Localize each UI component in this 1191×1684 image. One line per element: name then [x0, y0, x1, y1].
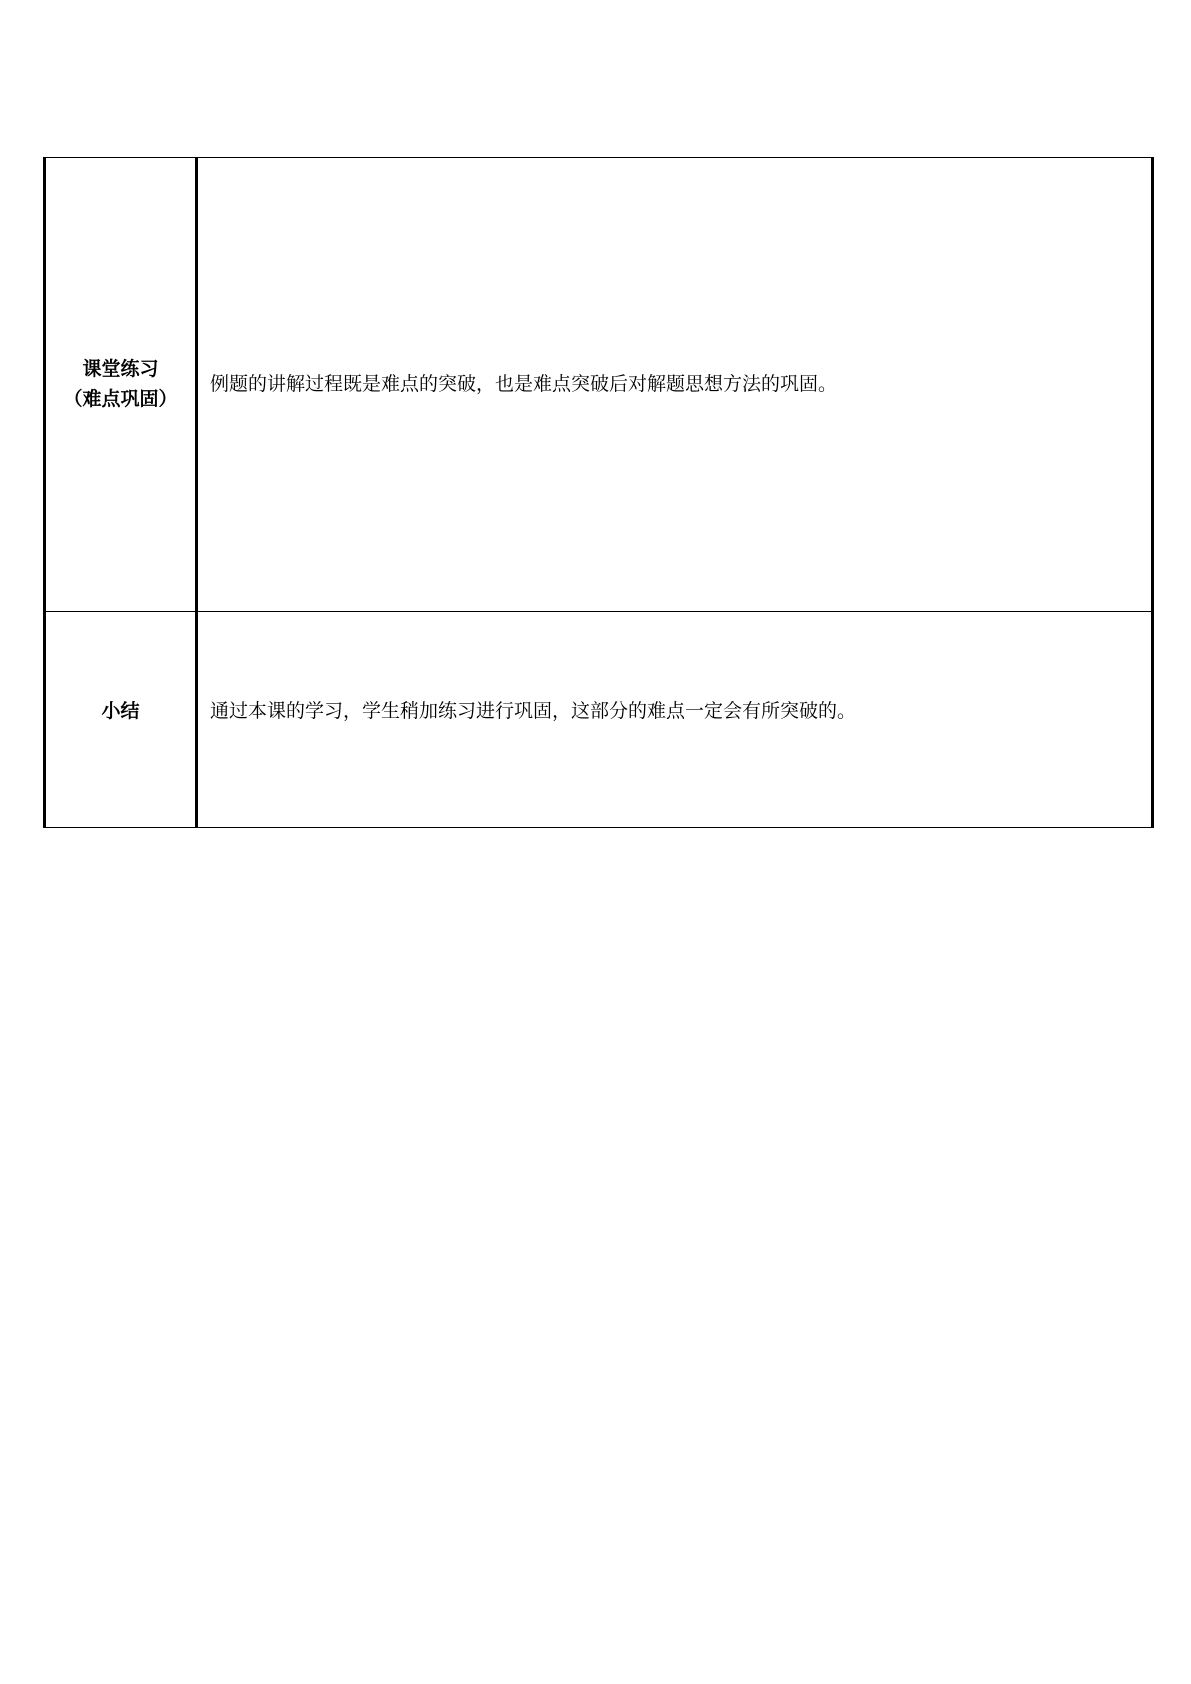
row-label-class-practice	[45, 158, 197, 612]
row-label-title: 小结	[101, 699, 140, 722]
lesson-plan-table	[43, 157, 1154, 828]
row-label-summary	[45, 612, 197, 828]
table-row-summary	[45, 612, 1153, 828]
row-label-title: 课堂练习	[82, 357, 159, 380]
table-row-class-practice	[45, 158, 1153, 612]
row-content-summary: 通过本课的学习，学生稍加练习进行巩固，这部分的难点一定会有所突破的。	[197, 612, 1153, 828]
row-label-subtitle: （难点巩固）	[63, 387, 178, 410]
row-content-class-practice: 例题的讲解过程既是难点的突破，也是难点突破后对解题思想方法的巩固。	[197, 158, 1153, 612]
